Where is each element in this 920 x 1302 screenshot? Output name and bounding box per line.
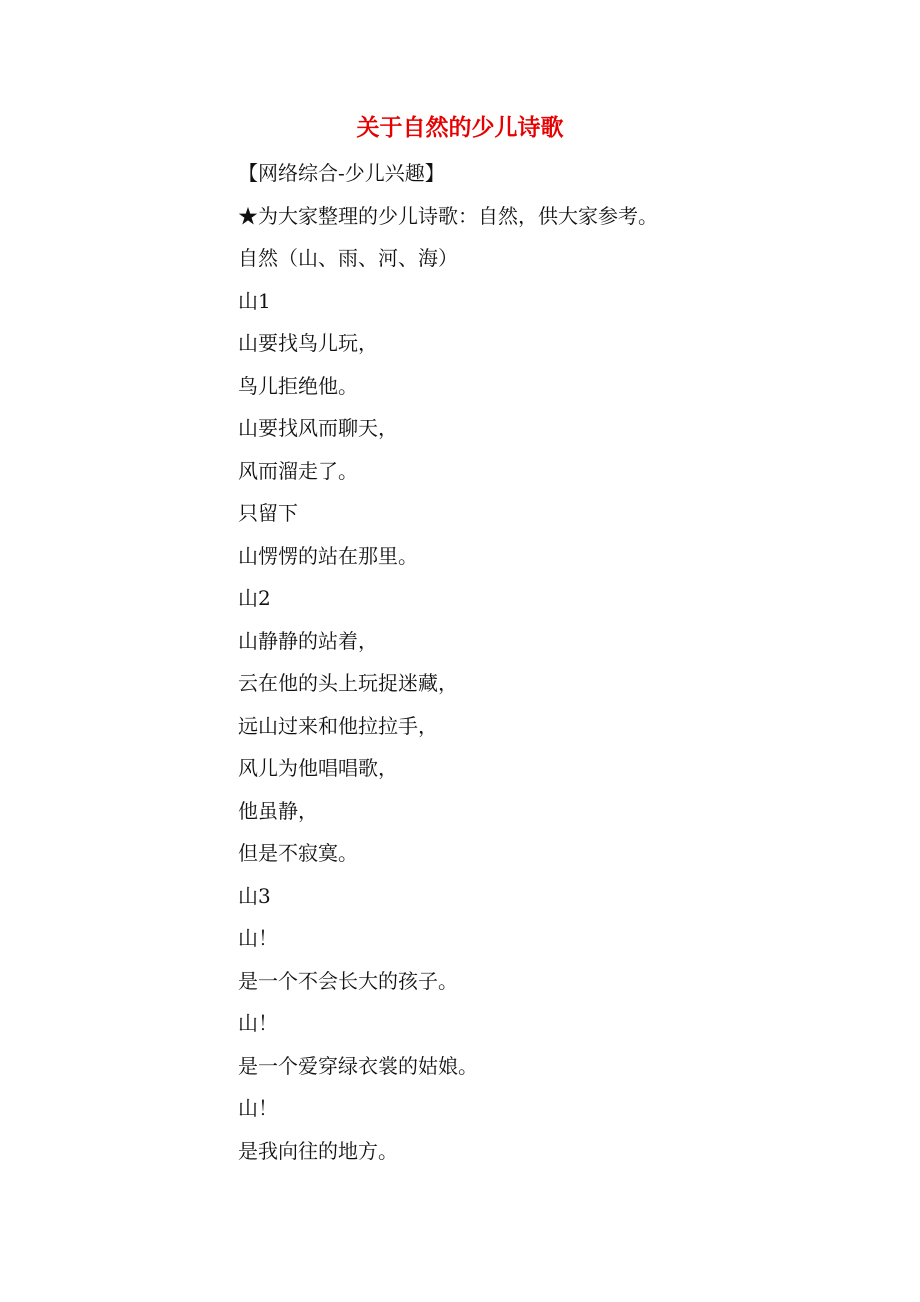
poem-line: 山！	[238, 1011, 278, 1035]
poem-line: 山静静的站着，	[238, 628, 378, 653]
source-tag: 【网络综合-少儿兴趣】	[238, 161, 445, 185]
poem-1-heading: 山1	[238, 288, 271, 313]
poem-collection-title: 自然（山、雨、河、海）	[238, 246, 458, 270]
poem-line: 他虽静，	[238, 798, 318, 823]
poem-line: 但是不寂寞。	[238, 841, 358, 865]
poem-line: 山要找鸟儿玩，	[238, 331, 378, 355]
poem-line: 只留下	[238, 501, 298, 525]
poem-line: 远山过来和他拉拉手，	[238, 713, 438, 738]
poem-line: 云在他的头上玩捉迷藏，	[238, 671, 458, 695]
poem-line: 山！	[238, 926, 278, 950]
poem-line: 风而溜走了。	[238, 458, 358, 483]
poem-line: 风儿为他唱唱歌，	[238, 756, 398, 780]
poem-line: 鸟儿拒绝他。	[238, 373, 358, 398]
intro-line: ★为大家整理的少儿诗歌：自然，供大家参考。	[238, 203, 658, 228]
poem-3-heading: 山3	[238, 883, 271, 908]
poem-line: 山愣愣的站在那里。	[238, 543, 418, 568]
poem-line: 是一个爱穿绿衣裳的姑娘。	[238, 1053, 478, 1078]
poem-line: 是我向往的地方。	[238, 1138, 398, 1163]
document-title: 关于自然的少儿诗歌	[356, 115, 564, 141]
poem-line: 山！	[238, 1096, 278, 1120]
poem-2-heading: 山2	[238, 586, 271, 610]
poem-line: 是一个不会长大的孩子。	[238, 968, 458, 993]
poem-line: 山要找风而聊天，	[238, 416, 398, 440]
poem-body	[238, 158, 878, 1178]
